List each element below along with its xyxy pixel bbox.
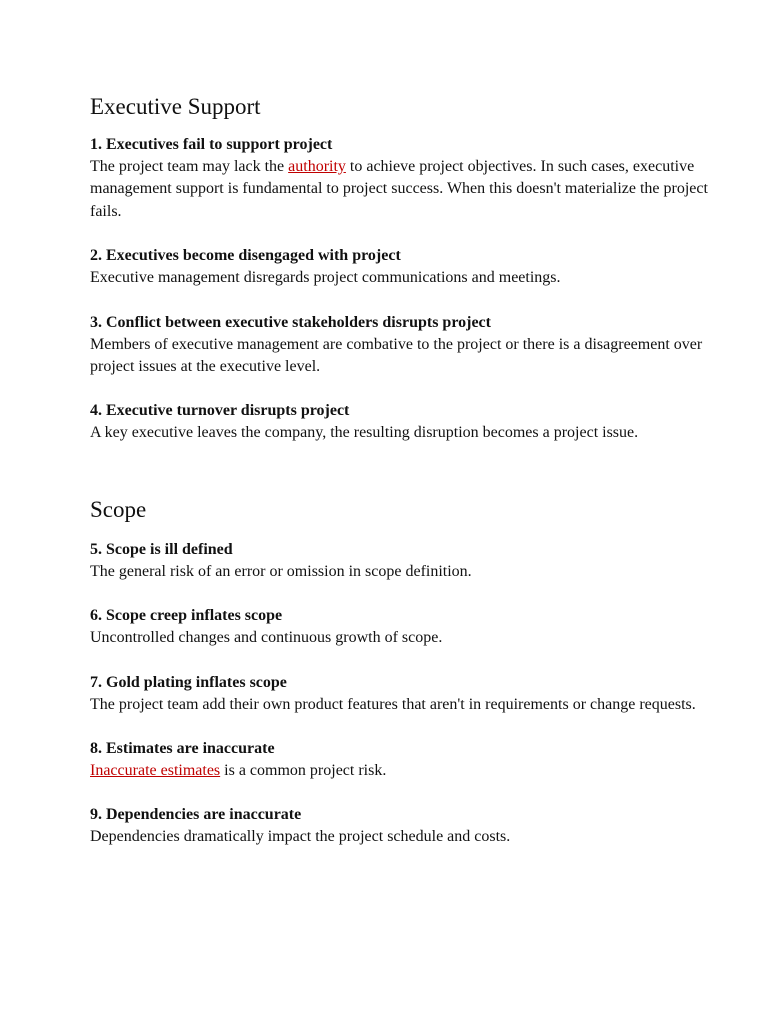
item-body-text: to achieve project objectives. In such cases, executive management support is fundamental to project success. When this doesn't materialize the project fails.: [90, 158, 708, 220]
item-body: Members of executive management are combative to the project or there is a disagreement over project issues at the executive level.: [90, 335, 703, 376]
list-item: [90, 134, 710, 223]
item-body-text: The project team may lack the: [90, 158, 289, 175]
list-item: [90, 539, 710, 583]
item-body: Uncontrolled changes and continuous growth of scope.: [90, 629, 443, 647]
item-body: The project team add their own product features that aren't in requirements or change requests.: [90, 695, 696, 713]
item-title: 2. Executives become disengaged with project: [90, 247, 401, 265]
item-title: 1. Executives fail to support project: [90, 136, 333, 153]
item-body: The general risk of an error or omission in scope definition.: [90, 562, 472, 580]
section-heading-executive-support: Executive Support: [90, 94, 261, 119]
list-item: [90, 738, 710, 782]
item-body-text: is a common project risk.: [220, 762, 387, 780]
list-item: [90, 804, 710, 848]
item-body: [90, 156, 710, 223]
list-item: [90, 312, 710, 379]
item-title: 3. Conflict between executive stakeholders disrupts project: [90, 313, 491, 331]
list-item: [90, 672, 710, 716]
item-body: Dependencies dramatically impact the project schedule and costs.: [90, 828, 511, 846]
item-body: [90, 760, 710, 782]
inaccurate-estimates-link[interactable]: Inaccurate estimates: [90, 762, 221, 780]
item-title: 7. Gold plating inflates scope: [90, 673, 287, 691]
item-body: Executive management disregards project communications and meetings.: [90, 269, 561, 287]
list-item: [90, 400, 710, 444]
item-title: 9. Dependencies are inaccurate: [90, 806, 302, 824]
item-body: A key executive leaves the company, the resulting disruption becomes a project issue.: [90, 424, 639, 442]
item-title: 5. Scope is ill defined: [90, 540, 233, 558]
list-item: [90, 245, 710, 289]
authority-link[interactable]: authority: [288, 158, 346, 175]
document-page: [90, 90, 710, 871]
list-item: [90, 605, 710, 649]
item-title: 6. Scope creep inflates scope: [90, 607, 283, 625]
item-title: 8. Estimates are inaccurate: [90, 740, 275, 758]
section-heading-scope: Scope: [90, 496, 147, 522]
item-title: 4. Executive turnover disrupts project: [90, 402, 350, 420]
